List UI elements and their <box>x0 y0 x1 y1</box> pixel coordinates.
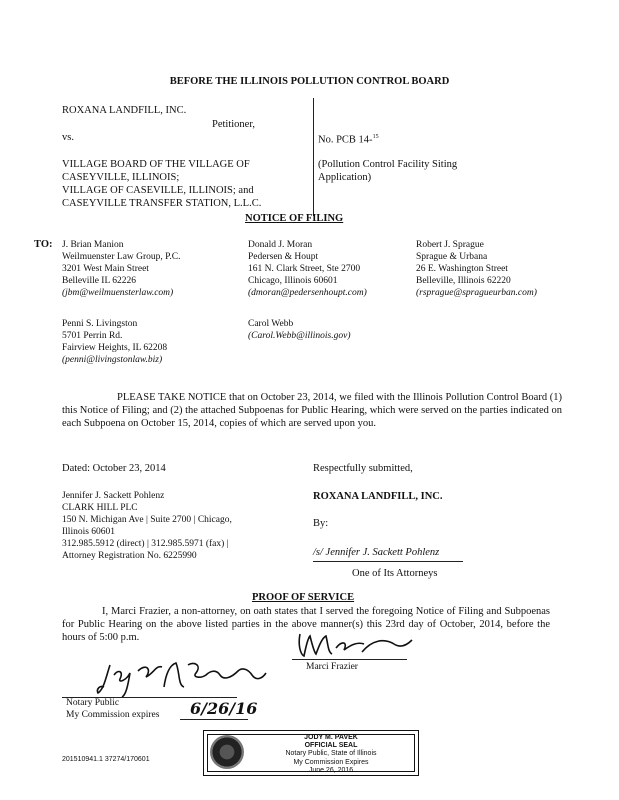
case-number-label: No. PCB 14- <box>318 134 373 146</box>
case-type-line: (Pollution Control Facility Siting <box>318 159 458 170</box>
recipient-email[interactable]: (jbm@weilmuensterlaw.com) <box>62 288 174 298</box>
to-label: TO: <box>34 239 53 250</box>
attorney-role: One of Its Attorneys <box>352 568 438 579</box>
recipient-line: Sprague & Urbana <box>416 252 488 262</box>
seal-line: Notary Public, State of Illinois <box>285 750 377 758</box>
recipient-block <box>416 239 537 299</box>
notary-signature <box>92 659 272 699</box>
case-number <box>318 131 379 147</box>
notice-title: NOTICE OF FILING <box>245 213 344 224</box>
notary-seal <box>203 730 419 776</box>
recipient-line: 161 N. Clark Street, Ste 2700 <box>248 264 361 274</box>
respondents <box>62 158 261 210</box>
state-seal-icon <box>210 735 244 769</box>
recipient-line: Chicago, Illinois 60601 <box>248 276 338 286</box>
counsel-line: Illinois 60601 <box>62 527 116 537</box>
signer-name: Marci Frazier <box>306 662 358 672</box>
seal-line: OFFICIAL SEAL <box>304 742 358 750</box>
recipient-line: 5701 Perrin Rd. <box>62 331 123 341</box>
recipient-email[interactable]: (penni@livingstonlaw.biz) <box>62 355 163 365</box>
recipient-block <box>62 239 181 299</box>
recipient-name: J. Brian Manion <box>62 240 124 250</box>
signature-line <box>313 561 463 562</box>
counsel-line: CLARK HILL PLC <box>62 503 138 513</box>
petitioner-role: Petitioner, <box>212 119 256 130</box>
proof-title: PROOF OF SERVICE <box>252 592 355 603</box>
notary-label: Notary Public <box>66 698 120 708</box>
case-type <box>318 158 457 184</box>
caption-divider <box>313 98 314 216</box>
counsel-line: 312.985.5912 (direct) | 312.985.5971 (fax) | <box>62 539 229 549</box>
recipient-block <box>248 239 367 299</box>
proof-paragraph: I, Marci Frazier, a non-attorney, on oath states that I served the foregoing Notice of Filing and Subpoenas for Public Hearing on the above listed parties in the above manner(s) this 23rd day of October, 2014, before the hours of 5:00 p.m. <box>62 606 550 643</box>
recipient-line: Belleville IL 62226 <box>62 276 137 286</box>
respondent-line: CASEYVILLE, ILLINOIS; <box>62 172 180 183</box>
footer-doc-id: 201510941.1 37274/170601 <box>62 756 150 763</box>
seal-line: JODY M. PAVEK <box>304 734 358 741</box>
recipient-line: Weilmuenster Law Group, P.C. <box>62 252 181 262</box>
commission-expiry: 6/26/16 <box>190 699 258 718</box>
recipient-name: Donald J. Moran <box>248 240 313 250</box>
versus: vs. <box>62 132 74 143</box>
seal-text <box>248 734 414 775</box>
counsel-line: Jennifer J. Sackett Pohlenz <box>62 491 165 501</box>
recipient-email[interactable]: (rsprague@spragueurban.com) <box>416 288 537 298</box>
counsel-block <box>62 490 232 562</box>
respondent-line: VILLAGE OF CASEVILLE, ILLINOIS; and <box>62 185 254 196</box>
recipient-line: Pedersen & Houpt <box>248 252 319 262</box>
counsel-line: 150 N. Michigan Ave | Suite 2700 | Chicago, <box>62 515 232 525</box>
frazier-signature <box>292 630 417 660</box>
case-number-suffix: 15 <box>372 134 379 140</box>
page-title: BEFORE THE ILLINOIS POLLUTION CONTROL BOARD <box>169 76 450 87</box>
recipient-block <box>248 318 351 342</box>
electronic-signature: /s/ Jennifer J. Sackett Pohlenz <box>313 547 440 558</box>
seal-line: June 26, 2016 <box>308 766 354 774</box>
recipient-line: Fairview Heights, IL 62208 <box>62 343 168 353</box>
client-name: ROXANA LANDFILL, INC. <box>313 491 443 502</box>
petitioner-name: ROXANA LANDFILL, INC. <box>62 105 187 116</box>
seal-line: My Commission Expires <box>293 758 369 766</box>
respectfully-submitted: Respectfully submitted, <box>313 463 413 474</box>
recipient-line: 26 E. Washington Street <box>416 264 508 274</box>
counsel-line: Attorney Registration No. 6225990 <box>62 551 197 561</box>
recipient-line: 3201 West Main Street <box>62 264 149 274</box>
notice-paragraph: PLEASE TAKE NOTICE that on October 23, 2014, we filed with the Illinois Pollution Control Board (1) this Notice of Filing; and (2) the attached Subpoenas for Public Hearing, which were served on the parties indicated on each Subpoena on October 15, 2014, copies of which are served upon you. <box>62 392 562 429</box>
recipient-name: Robert J. Sprague <box>416 240 484 250</box>
recipient-name: Carol Webb <box>248 319 294 329</box>
respondent-line: CASEYVILLE TRANSFER STATION, L.L.C. <box>62 198 262 209</box>
frazier-signature-line <box>292 659 407 660</box>
recipient-block <box>62 318 167 366</box>
expiry-underline <box>180 719 248 720</box>
dated-line: Dated: October 23, 2014 <box>62 463 166 474</box>
case-type-line: Application) <box>318 172 372 183</box>
recipient-email[interactable]: (Carol.Webb@illinois.gov) <box>248 331 351 341</box>
commission-label: My Commission expires <box>66 710 160 720</box>
by-label: By: <box>313 518 329 529</box>
recipient-name: Penni S. Livingston <box>62 319 138 329</box>
respondent-line: VILLAGE BOARD OF THE VILLAGE OF <box>62 159 250 170</box>
recipient-email[interactable]: (dmoran@pedersenhoupt.com) <box>248 288 367 298</box>
recipient-line: Belleville, Illinois 62220 <box>416 276 511 286</box>
